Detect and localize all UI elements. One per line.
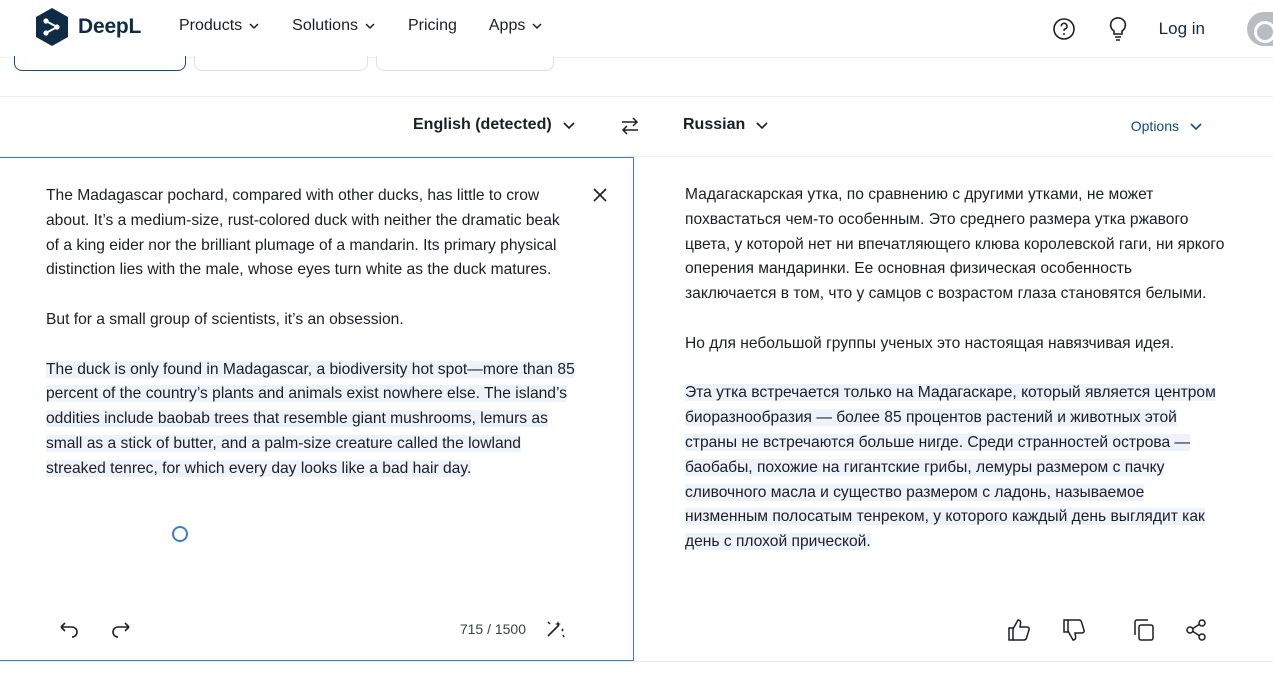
source-language-label: English (detected) [413, 116, 552, 133]
brand-name: DeepL [78, 15, 142, 38]
source-paragraph: The Madagascar pochard, compared with other ducks, has little to crow about. It’s a medium-size, rust-colored duck with neither the dramatic beak of a king eider nor the brilliant plumage of a mandarin. Its primary physical distinction lies with the male, whose eyes turn white as the duck matures. [46, 187, 560, 279]
thumbs-up-icon[interactable] [1006, 617, 1032, 643]
share-icon[interactable] [1183, 617, 1209, 643]
language-bar [0, 96, 1273, 157]
highlighted-translation: Эта утка встречается только на Мадагаскаре, который является центром биоразнообразия — более 85 процентов растений и животных этой страны не встречаются больше нигде. Среди странностей острова — баобабы, похожие на гигантские грибы, лемуры размером с пачку сливочного масла и существо размером с ладонь, называемое низменным полосатым тенреком, у которого каждый день выглядит как день с плохой прической. [685, 384, 1216, 551]
tab-translate-files[interactable] [194, 56, 368, 71]
options-label: Options [1130, 118, 1179, 134]
lightbulb-icon[interactable] [1105, 16, 1131, 42]
translation-output[interactable] [685, 183, 1225, 555]
main-menu [179, 17, 575, 35]
top-nav [0, 0, 1273, 58]
redo-icon[interactable] [111, 619, 133, 641]
menu-pricing[interactable] [408, 17, 457, 35]
deepl-logo-icon [34, 7, 70, 47]
source-text-input[interactable] [46, 184, 576, 482]
menu-products-label: Products [179, 17, 243, 34]
menu-apps-label: Apps [488, 17, 526, 34]
chevron-down-icon [531, 20, 543, 32]
menu-pricing-label: Pricing [407, 17, 457, 34]
character-count: 715 / 1500 [459, 621, 526, 637]
question-circle-icon[interactable] [1051, 16, 1077, 42]
source-text-panel[interactable] [0, 157, 634, 661]
tab-translate-text[interactable] [14, 56, 186, 71]
source-toolbar [0, 600, 633, 660]
copy-icon[interactable] [1131, 617, 1157, 643]
chevron-down-icon [248, 20, 260, 32]
menu-apps[interactable] [489, 17, 543, 35]
login-link[interactable]: Log in [1158, 19, 1205, 38]
deepl-logo[interactable] [34, 7, 141, 47]
close-icon[interactable] [592, 187, 608, 203]
avatar[interactable] [1247, 12, 1273, 46]
magic-wand-icon[interactable] [544, 618, 566, 640]
translation-panel [634, 157, 1273, 661]
source-paragraph: But for a small group of scientists, it’s an obsession. [46, 310, 404, 328]
menu-products[interactable] [179, 17, 260, 35]
tab-write[interactable] [376, 56, 554, 71]
menu-solutions-label: Solutions [292, 17, 358, 34]
nav-actions [1051, 12, 1273, 46]
chevron-down-icon [364, 20, 376, 32]
divider [0, 661, 1273, 662]
source-paragraph-highlighted [46, 358, 576, 482]
chevron-down-icon [1189, 119, 1203, 133]
source-language-select[interactable] [413, 116, 576, 134]
swap-arrows-icon[interactable] [619, 115, 641, 137]
target-paragraph: Мадагаскарская утка, по сравнению с другими утками, не может похвастаться чем-то особенным. Это среднего размера утка ржавого цвета, у которой нет ни впечатляющего клюва королевской гаги, ни яркого оперения мандаринки. Ее основная физическая особенность заключается в том, что у самцов с возрастом глаза становятся белыми. [685, 186, 1225, 303]
chevron-down-icon [755, 118, 769, 132]
highlighted-text: The duck is only found in Madagascar, a biodiversity hot spot—more than 85 percent of the country’s plants and animals exist nowhere else. The island’s oddities include baobab trees that resemble giant mushrooms, lemurs as small as a stick of butter, and a palm-size creature called the lowland streaked tenrec, for which every day looks like a bad hair day. [46, 360, 575, 477]
thumbs-down-icon[interactable] [1061, 617, 1087, 643]
target-paragraph-highlighted [685, 381, 1225, 555]
target-paragraph: Но для небольшой группы ученых это настоящая навязчивая идея. [685, 334, 1175, 352]
menu-solutions[interactable] [292, 17, 376, 35]
text-cursor-indicator [172, 526, 188, 542]
options-button[interactable] [1131, 118, 1203, 134]
chevron-down-icon [562, 118, 576, 132]
undo-icon[interactable] [57, 619, 79, 641]
target-language-label: Russian [683, 116, 746, 133]
target-language-select[interactable] [683, 116, 769, 134]
translation-toolbar [634, 601, 1273, 661]
